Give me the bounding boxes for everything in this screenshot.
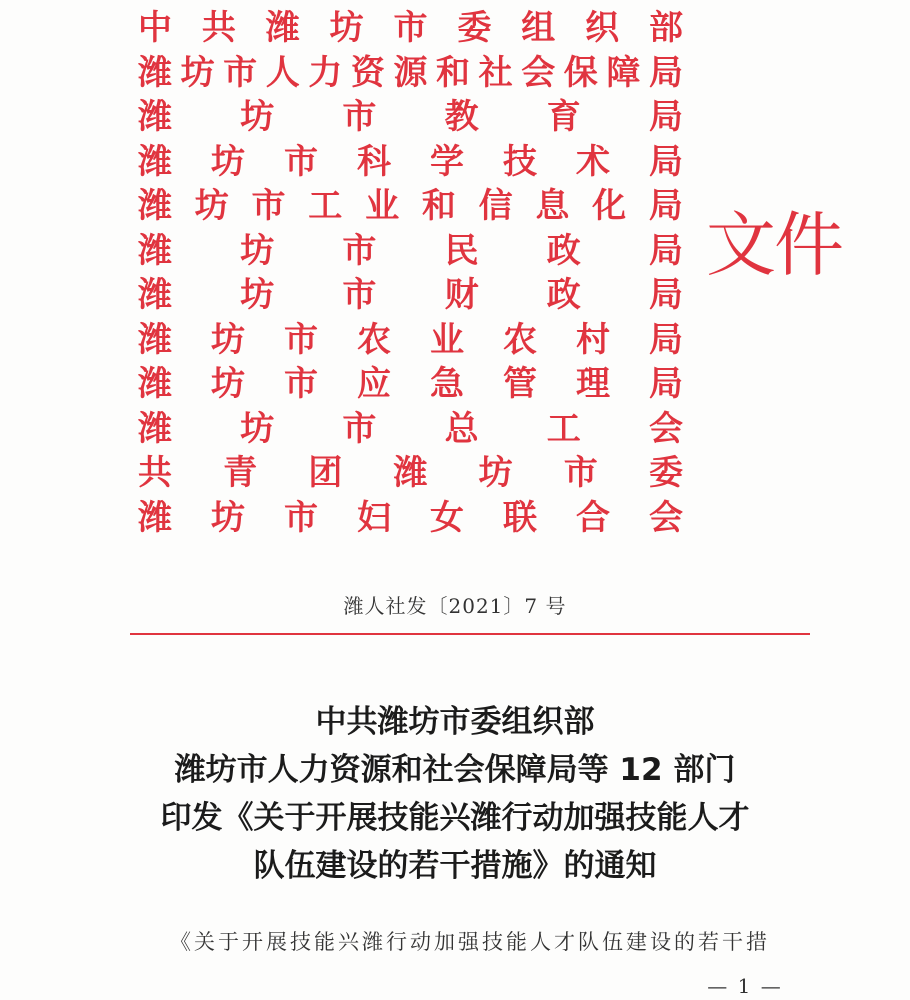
issuing-authorities	[138, 6, 683, 540]
page-number: — 1 —	[707, 974, 783, 998]
title-line: 队伍建设的若干措施》的通知	[253, 848, 657, 884]
title-line: 潍坊市人力资源和社会保障局等 12 部门	[174, 752, 736, 788]
issuer-line: 中 共 潍 坊 市 委 组 织 部	[138, 8, 683, 49]
issuer-line: 潍 坊 市 总 工 会	[138, 408, 683, 449]
issuer-line: 潍 坊 市 农 业 农 村 局	[138, 319, 683, 360]
issuer-line: 潍 坊 市 财 政 局	[138, 275, 683, 316]
title-line: 中共潍坊市委组织部	[315, 704, 595, 740]
issuer-line: 共 青 团 潍 坊 市 委	[138, 453, 683, 494]
issuer-line: 潍 坊 市 民 政 局	[138, 230, 683, 271]
document-number: 潍人社发〔2021〕7 号	[343, 594, 567, 618]
issuer-line: 潍 坊 市 人 力 资 源 和 社 会 保 障 局	[138, 52, 683, 93]
issuer-line: 潍 坊 市 妇 女 联 合 会	[138, 497, 683, 538]
issuer-line: 潍 坊 市 工 业 和 信 息 化 局	[138, 186, 683, 227]
issuer-line: 潍 坊 市 科 学 技 术 局	[138, 141, 683, 182]
document-title	[0, 698, 910, 890]
title-line: 印发《关于开展技能兴潍行动加强技能人才	[160, 800, 750, 836]
body-paragraph: 《关于开展技能兴潍行动加强技能人才队伍建设的若干措	[170, 930, 770, 954]
issuer-line: 潍 坊 市 应 急 管 理 局	[138, 364, 683, 405]
document-type-label: 文件	[706, 204, 842, 286]
red-divider-line	[130, 633, 810, 635]
issuer-line: 潍 坊 市 教 育 局	[138, 97, 683, 138]
